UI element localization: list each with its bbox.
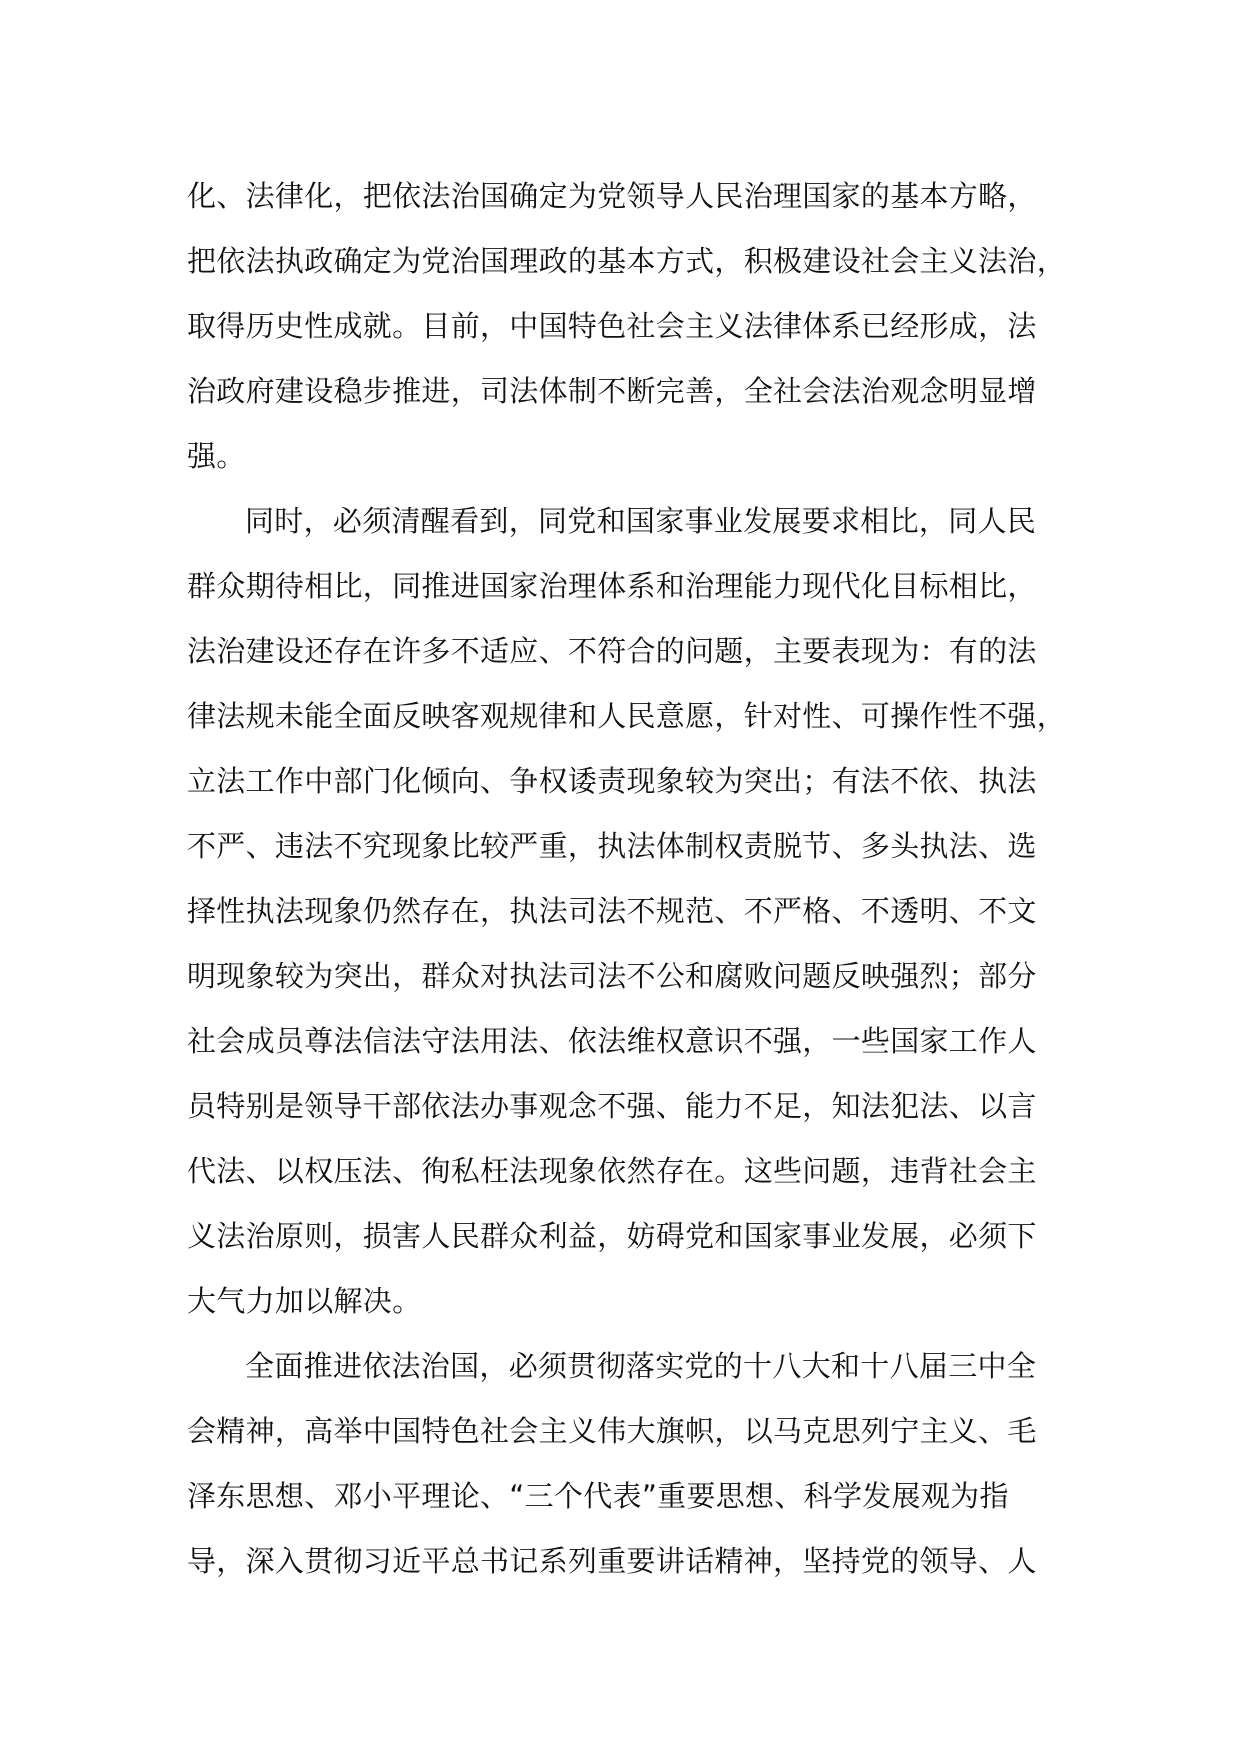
text-line: 强。: [187, 439, 246, 473]
text-line: 化、法律化，把依法治国确定为党领导人民治理国家的基本方略，: [187, 179, 1037, 213]
text-line: 治政府建设稳步推进，司法体制不断完善，全社会法治观念明显增: [187, 374, 1037, 408]
text-line: 把依法执政确定为党治国理政的基本方式，积极建设社会主义法治，: [187, 244, 1067, 278]
text-line: 义法治原则，损害人民群众利益，妨碍党和国家事业发展，必须下: [187, 1219, 1037, 1253]
text-line: 不严、违法不究现象比较严重，执法体制权责脱节、多头执法、选: [187, 829, 1037, 863]
paragraph-start-line: 同时，必须清醒看到，同党和国家事业发展要求相比，同人民: [245, 504, 1037, 538]
text-line: 代法、以权压法、徇私枉法现象依然存在。这些问题，违背社会主: [187, 1154, 1037, 1188]
text-line: 择性执法现象仍然存在，执法司法不规范、不严格、不透明、不文: [187, 894, 1037, 928]
text-line: 立法工作中部门化倾向、争权诿责现象较为突出；有法不依、执法: [187, 764, 1037, 798]
text-line: 社会成员尊法信法守法用法、依法维权意识不强，一些国家工作人: [187, 1024, 1037, 1058]
paragraph-start-line: 全面推进依法治国，必须贯彻落实党的十八大和十八届三中全: [245, 1349, 1037, 1383]
text-line: 大气力加以解决。: [187, 1284, 422, 1318]
text-line: 法治建设还存在许多不适应、不符合的问题，主要表现为：有的法: [187, 634, 1037, 668]
text-line: 明现象较为突出，群众对执法司法不公和腐败问题反映强烈；部分: [187, 959, 1037, 993]
text-line: 泽东思想、邓小平理论、“三个代表”重要思想、科学发展观为指: [187, 1479, 1009, 1513]
text-line: 律法规未能全面反映客观规律和人民意愿，针对性、可操作性不强，: [187, 699, 1067, 733]
text-line: 员特别是领导干部依法办事观念不强、能力不足，知法犯法、以言: [187, 1089, 1037, 1123]
text-line: 会精神，高举中国特色社会主义伟大旗帜，以马克思列宁主义、毛: [187, 1414, 1037, 1448]
text-line: 取得历史性成就。目前，中国特色社会主义法律体系已经形成，法: [187, 309, 1037, 343]
text-line: 导，深入贯彻习近平总书记系列重要讲话精神，坚持党的领导、人: [187, 1544, 1037, 1578]
body-text: [187, 164, 1087, 1594]
text-line: 群众期待相比，同推进国家治理体系和治理能力现代化目标相比，: [187, 569, 1037, 603]
